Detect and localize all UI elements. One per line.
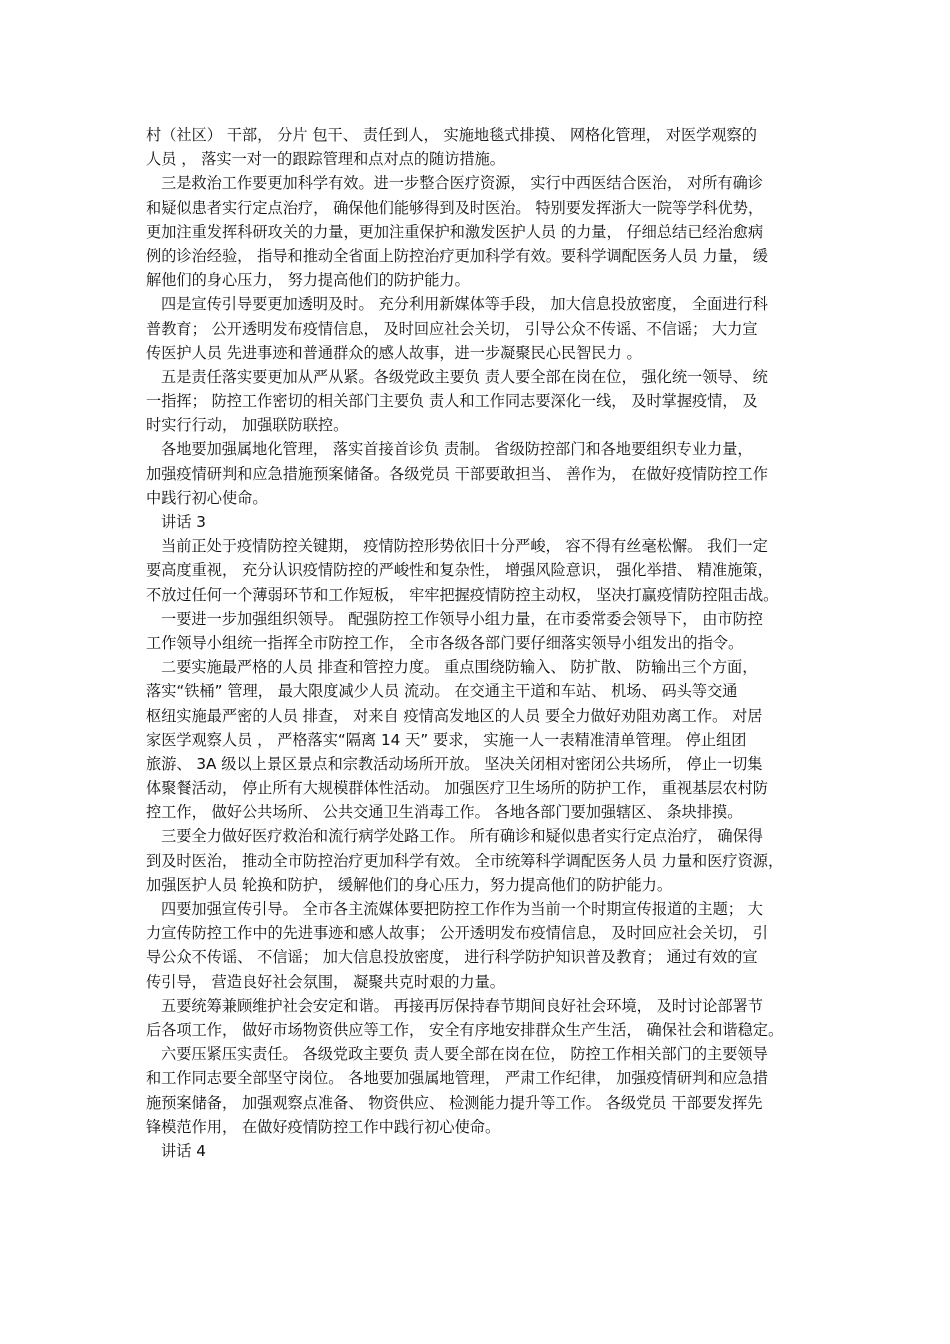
text-line: 传引导， 营造良好社会氛围， 凝聚共克时艰的力量。 (146, 972, 505, 991)
text-line: 更加注重发挥科研攻关的力量，更加注重保护和激发医护人员 的力量， 仔细总结已经治愈病 (146, 222, 764, 241)
text-line: 不放过任何一个薄弱环节和工作短板， 牢牢把握疫情防控主动权， 坚决打赢疫情防控阻击战。 (146, 585, 779, 604)
text-line: 四要加强宣传引导。 全市各主流媒体要把防控工作作为当前一个时期宣传报道的主题； 大 (161, 900, 763, 918)
text-line: 加强疫情研判和应急措施预案储备。各级党员 干部要敢担当、 善作为， 在做好疫情防控工作 (146, 464, 768, 483)
text-line: 讲话 4 (161, 1141, 206, 1160)
text-line: 旅游、 3A 级以上景区景点和宗教活动场所开放。 坚决关闭相对密闭公共场所， 停止一切集 (146, 754, 763, 773)
text-line: 讲话 3 (161, 513, 206, 531)
text-line: 六要压紧压实责任。 各级党政主要负 责人要全部在岗在位， 防控工作相关部门的主要领导 (161, 1045, 768, 1064)
text-line: 三要全力做好医疗救治和流行病学处路工作。 所有确诊和疑似患者实行定点治疗， 确保得 (161, 827, 763, 846)
text-line: 工作领导小组统一指挥全市防控工作， 全市各级各部门要仔细落实领导小组发出的指令。 (146, 633, 744, 652)
text-line: 落实“铁桶” 管理， 最大限度减少人员 流动。 在交通主干道和车站、 机场、 码头等交通 (146, 682, 738, 701)
text-line: 五要统筹兼顾维护社会安定和谐。 再接再厉保持春节期间良好社会环境， 及时讨论部署节 (161, 996, 763, 1015)
text-line: 一指挥； 防控工作密切的相关部门主要负 责人和工作同志要深化一线， 及时掌握疫情， 及 (146, 392, 758, 411)
text-line: 当前正处于疫情防控关键期， 疫情防控形势依旧十分严峻， 容不得有丝毫松懈。 我们一定 (161, 537, 768, 556)
text-line: 二要实施最严格的人员 排查和管控力度。 重点围绕防输入、 防扩散、 防输出三个方面， (161, 658, 758, 677)
text-line: 普教育； 公开透明发布疫情信息， 及时回应社会关切， 引导公众不传谣、不信谣； 大力宣 (146, 319, 758, 338)
text-line: 村（社区） 干部， 分片 包干、 责任到人， 实施地毯式排摸、 网格化管理， 对医学观察的 (146, 126, 757, 144)
text-line: 中践行初心使命。 (146, 488, 268, 507)
text-line: 例的诊治经验， 指导和推动全省面上防控治疗更加科学有效。要科学调配医务人员 力量， 缓 (146, 246, 768, 265)
text-line: 家医学观察人员 ， 严格落实“隔离 14 天” 要求， 实施一人一表精准清单管理。 停止组团 (146, 730, 747, 749)
text-line: 和疑似患者实行定点治疗， 确保他们能够得到及时医治。 特别要发挥浙大一院等学科优势， (146, 198, 764, 217)
text-line: 时实行行动， 加强联防联控。 (146, 416, 349, 435)
text-line: 加强医护人员 轮换和防护， 缓解他们的身心压力，努力提高他们的防护能力。 (146, 875, 673, 894)
text-line: 和工作同志要全部坚守岗位。 各地要加强属地管理， 严肃工作纪律， 加强疫情研判和应急措 (146, 1069, 768, 1088)
text-line: 导公众不传谣、 不信谣； 加大信息投放密度， 进行科学防护知识普及教育； 通过有效的宣 (146, 948, 758, 967)
text-line: 体聚餐活动， 停止所有大规模群体性活动。 加强医疗卫生场所的防护工作， 重视基层农村防 (146, 779, 768, 798)
text-line: 解他们的身心压力， 努力提高他们的防护能力。 (146, 271, 470, 290)
text-line: 三是救治工作要更加科学有效。进一步整合医疗资源， 实行中西医结合医治， 对所有确诊 (161, 174, 763, 193)
text-line: 四是宣传引导要更加透明及时。 充分利用新媒体等手段， 加大信息投放密度， 全面进行科 (161, 295, 768, 314)
text-line: 力宣传防控工作中的先进事迹和感人故事； 公开透明发布疫情信息， 及时回应社会关切， 引 (146, 924, 768, 943)
text-line: 一要进一步加强组织领导。 配强防控工作领导小组力量，在市委常委会领导下， 由市防控 (161, 609, 763, 628)
text-line: 五是责任落实要更加从严从紧。各级党政主要负 责人要全部在岗在位， 强化统一领导、 统 (161, 367, 768, 386)
text-line: 锋模范作用， 在做好疫情防控工作中践行初心使命。 (146, 1117, 501, 1136)
text-line: 施预案储备， 加强观察点准备、 物资供应、 检测能力提升等工作。 各级党员 干部要发挥先 (146, 1093, 763, 1112)
text-line: 枢纽实施最严密的人员 排查， 对来自 疫情高发地区的人员 要全力做好劝阻劝离工作。 对居 (146, 706, 763, 725)
text-line: 人员 ， 落实一对一的跟踪管理和点对点的随访措施。 (146, 150, 505, 169)
text-line: 要高度重视， 充分认识疫情防控的严峻性和复杂性， 增强风险意识， 强化举措、 精准施策， (146, 561, 773, 580)
text-line: 到及时医治， 推动全市防控治疗更加科学有效。 全市统筹科学调配医务人员 力量和医疗资源， (146, 851, 784, 870)
text-line: 传医护人员 先进事迹和普通群众的感人故事，进一步凝聚民心民智民力 。 (146, 343, 642, 362)
text-line: 后各项工作， 做好市场物资供应等工作， 安全有序地安排群众生产生活， 确保社会和谐稳定。 (146, 1020, 784, 1039)
text-line: 控工作， 做好公共场所、 公共交通卫生消毒工作。 各地各部门要加强辖区、 条块排摸。 (146, 803, 743, 822)
text-line: 各地要加强属地化管理， 落实首接首诊负 责制。 省级防控部门和各地要组织专业力量， (161, 440, 753, 459)
